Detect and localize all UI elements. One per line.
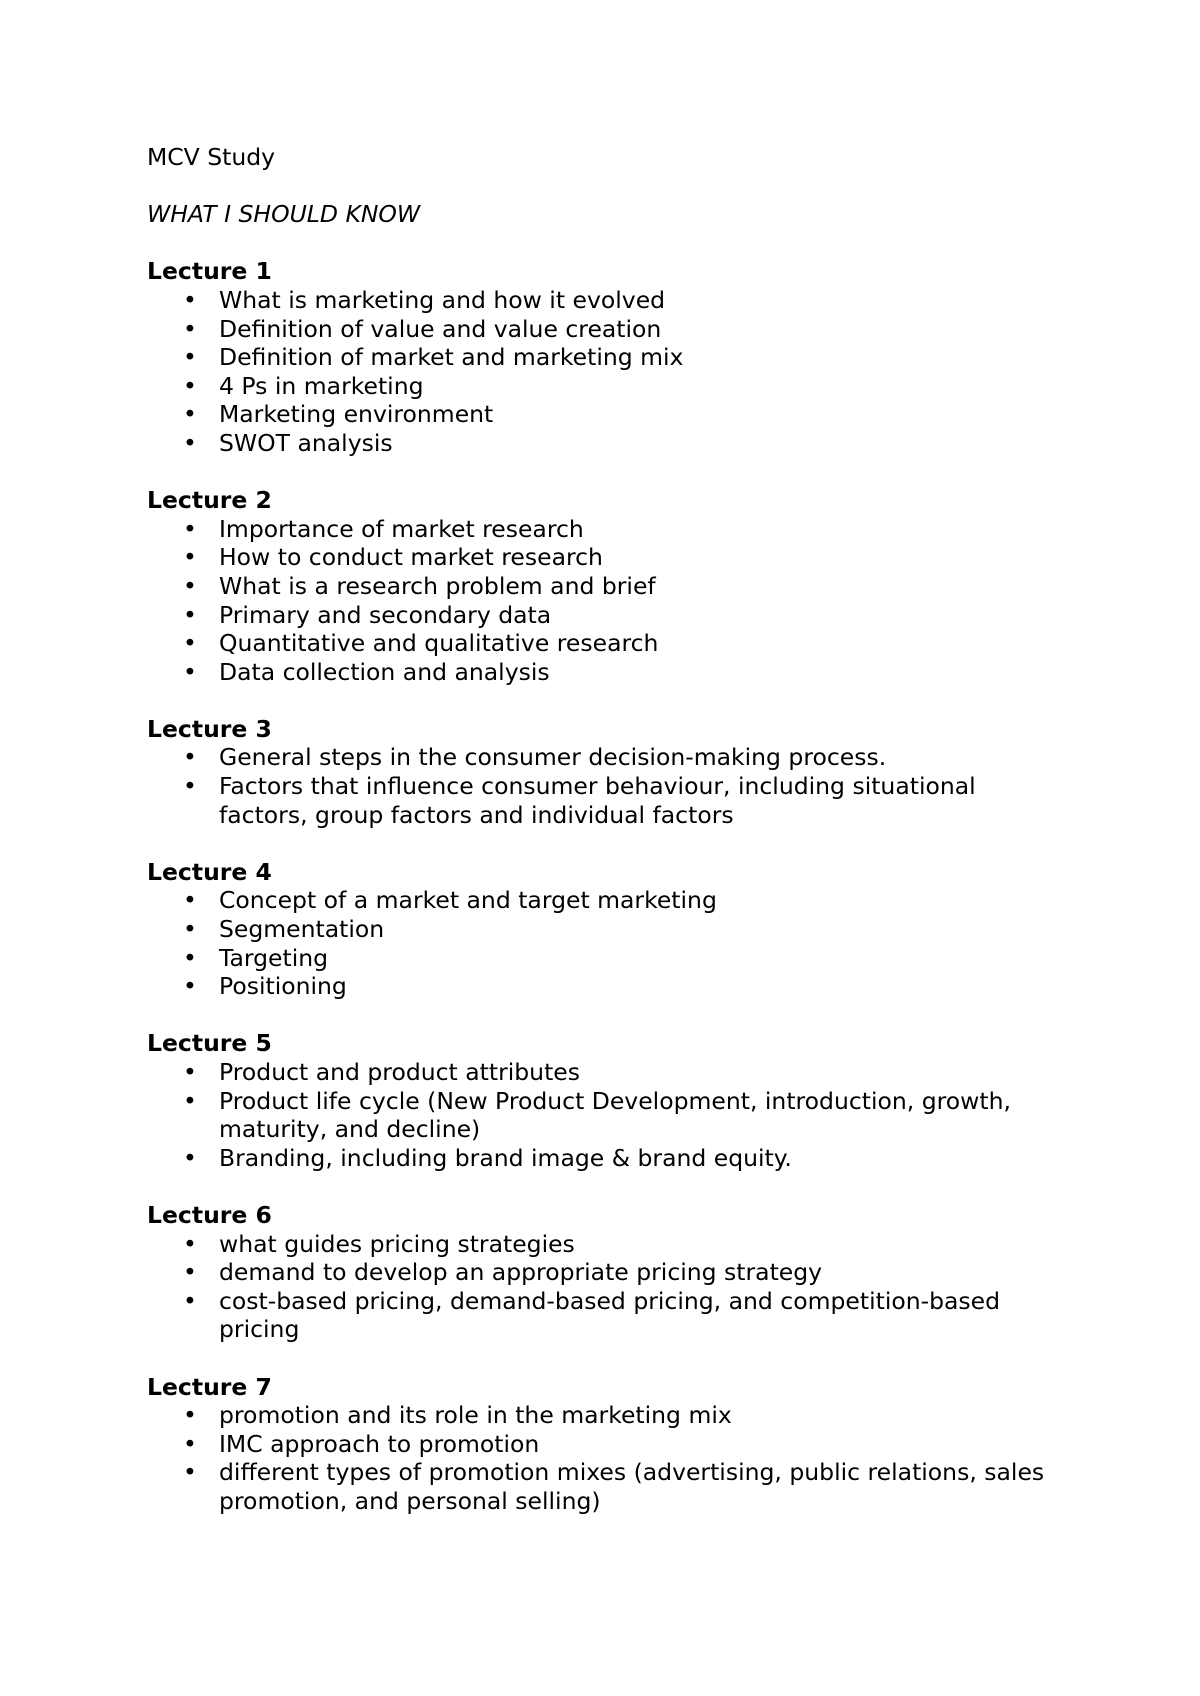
- bullet-icon: •: [183, 972, 197, 1001]
- lecture-section: [147, 486, 1067, 686]
- topic-text: 4 Ps in marketing: [219, 371, 424, 400]
- bullet-icon: •: [183, 371, 197, 400]
- topic-list-item: [147, 601, 1067, 630]
- topic-text: What is a research problem and brief: [219, 571, 656, 600]
- bullet-icon: •: [183, 1086, 197, 1115]
- topic-text: Data collection and analysis: [219, 657, 550, 686]
- lecture-heading: Lecture 6: [147, 1200, 272, 1229]
- lecture-heading: Lecture 7: [147, 1372, 272, 1401]
- bullet-icon: •: [183, 1058, 197, 1086]
- bullet-icon: •: [183, 629, 197, 658]
- lecture-heading: Lecture 4: [147, 857, 272, 886]
- bullet-icon: •: [183, 571, 197, 600]
- topic-text: Concept of a market and target marketing: [219, 886, 717, 915]
- topic-list-item: [147, 1401, 1067, 1430]
- topic-text: Quantitative and qualitative research: [219, 629, 659, 658]
- topic-text: different types of promotion mixes (advertising, public relations, sales promotion, and personal selling): [219, 1458, 1045, 1515]
- topic-text: Segmentation: [219, 915, 385, 944]
- bullet-icon: •: [183, 285, 197, 314]
- topic-list-item: [147, 658, 1067, 687]
- lecture-section: [147, 1201, 1067, 1344]
- topic-text: Positioning: [219, 972, 347, 1001]
- topic-text: SWOT analysis: [219, 428, 393, 457]
- lecture-section: [147, 715, 1067, 829]
- topic-list: [147, 515, 1067, 687]
- topic-text: Branding, including brand image & brand equity.: [219, 1143, 792, 1172]
- lecture-heading: Lecture 5: [147, 1029, 272, 1058]
- topic-text: demand to develop an appropriate pricing strategy: [219, 1258, 823, 1287]
- bullet-icon: •: [183, 657, 197, 686]
- topic-list: [147, 1230, 1067, 1344]
- topic-text: promotion and its role in the marketing mix: [219, 1401, 732, 1430]
- topic-text: Primary and secondary data: [219, 600, 552, 629]
- topic-text: Marketing environment: [219, 400, 494, 429]
- topic-list-item: [147, 372, 1067, 401]
- bullet-icon: •: [183, 1401, 197, 1430]
- topic-list-item: [147, 1458, 1067, 1515]
- document-page: [147, 143, 1067, 1544]
- lecture-heading: Lecture 2: [147, 486, 272, 515]
- topic-list-item: [147, 1230, 1067, 1259]
- bullet-icon: •: [183, 1286, 197, 1315]
- bullet-icon: •: [183, 943, 197, 972]
- topic-list-item: [147, 315, 1067, 344]
- topic-list-item: [147, 915, 1067, 944]
- bullet-icon: •: [183, 772, 197, 801]
- bullet-icon: •: [183, 1458, 197, 1487]
- bullet-icon: •: [183, 915, 197, 944]
- bullet-icon: •: [183, 1143, 197, 1172]
- bullet-icon: •: [183, 1229, 197, 1258]
- lecture-section: [147, 1373, 1067, 1516]
- topic-list-item: [147, 1144, 1067, 1173]
- topic-text: Definition of value and value creation: [219, 314, 662, 343]
- topic-list-item: [147, 400, 1067, 429]
- bullet-icon: •: [183, 343, 197, 372]
- bullet-icon: •: [183, 514, 197, 543]
- topic-list-item: [147, 343, 1067, 372]
- topic-text: How to conduct market research: [219, 543, 603, 572]
- lecture-heading: Lecture 1: [147, 257, 272, 286]
- document-subtitle: WHAT I SHOULD KNOW: [147, 200, 421, 229]
- topic-list-item: [147, 886, 1067, 915]
- topic-list-item: [147, 543, 1067, 572]
- topic-text: cost-based pricing, demand-based pricing, and competition-based pricing: [219, 1286, 1001, 1344]
- topic-list-item: [147, 515, 1067, 544]
- lecture-sections: [147, 257, 1067, 1515]
- topic-list-item: [147, 629, 1067, 658]
- topic-list-item: [147, 1430, 1067, 1459]
- bullet-icon: •: [183, 428, 197, 457]
- topic-text: Targeting: [219, 943, 329, 972]
- topic-list-item: [147, 743, 1067, 772]
- topic-text: Definition of market and marketing mix: [219, 343, 684, 372]
- bullet-icon: •: [183, 886, 197, 915]
- bullet-icon: •: [183, 400, 197, 429]
- topic-text: Product and product attributes: [219, 1058, 580, 1086]
- lecture-heading: Lecture 3: [147, 714, 272, 743]
- topic-text: Importance of market research: [219, 514, 584, 543]
- topic-text: Product life cycle (New Product Development, introduction, growth, maturity, and decline): [219, 1086, 1011, 1144]
- topic-list-item: [147, 429, 1067, 458]
- document-title: MCV Study: [147, 143, 276, 171]
- topic-list-item: [147, 286, 1067, 315]
- bullet-icon: •: [183, 543, 197, 572]
- bullet-icon: •: [183, 600, 197, 629]
- bullet-icon: •: [183, 314, 197, 343]
- bullet-icon: •: [183, 743, 197, 772]
- topic-text: IMC approach to promotion: [219, 1429, 540, 1458]
- bullet-icon: •: [183, 1429, 197, 1458]
- topic-list: [147, 886, 1067, 1000]
- topic-text: What is marketing and how it evolved: [219, 285, 666, 314]
- lecture-section: [147, 257, 1067, 457]
- topic-list: [147, 743, 1067, 829]
- topic-list: [147, 1058, 1067, 1172]
- topic-list: [147, 1401, 1067, 1515]
- bullet-icon: •: [183, 1258, 197, 1287]
- topic-list: [147, 286, 1067, 458]
- topic-text: Factors that influence consumer behaviour, including situational factors, group factors and individual factors: [219, 772, 976, 829]
- topic-list-item: [147, 772, 1067, 829]
- topic-list-item: [147, 1058, 1067, 1087]
- topic-list-item: [147, 944, 1067, 973]
- topic-text: what guides pricing strategies: [219, 1229, 575, 1258]
- topic-list-item: [147, 972, 1067, 1001]
- lecture-section: [147, 1029, 1067, 1172]
- topic-list-item: [147, 1087, 1067, 1144]
- topic-list-item: [147, 572, 1067, 601]
- lecture-section: [147, 858, 1067, 1001]
- topic-list-item: [147, 1287, 1067, 1344]
- topic-text: General steps in the consumer decision-making process.: [219, 743, 887, 772]
- topic-list-item: [147, 1258, 1067, 1287]
